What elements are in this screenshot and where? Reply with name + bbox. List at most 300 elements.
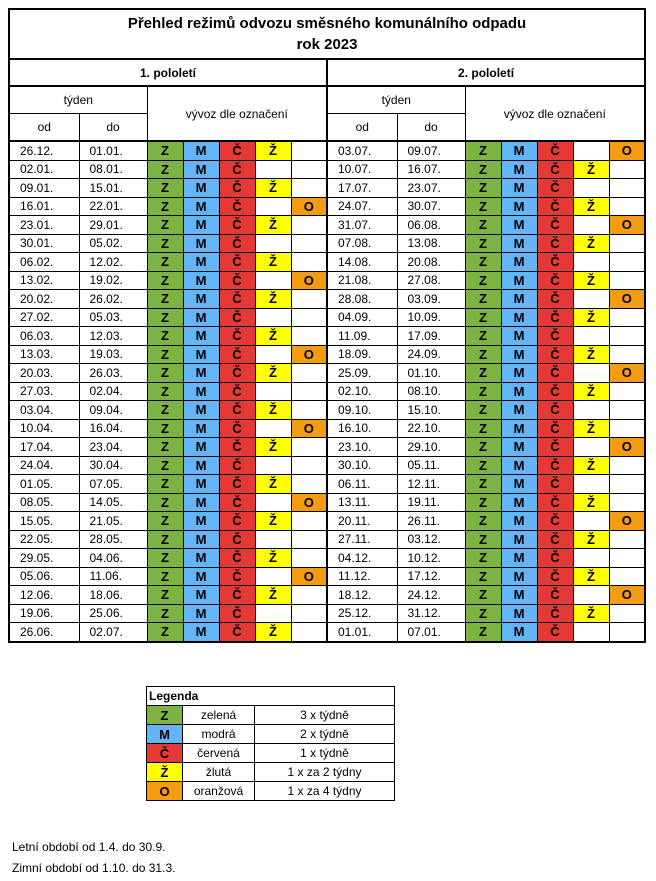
from-header-1: od: [9, 114, 79, 142]
pickup-code-cell: [255, 567, 291, 586]
semester2-header: 2. pololetí: [327, 59, 645, 86]
pickup-code-cell: Č: [219, 327, 255, 346]
week-to-cell: 07.05.: [79, 475, 147, 494]
legend-color-name: modrá: [183, 725, 255, 744]
pickup-code-cell: [255, 271, 291, 290]
pickup-code-cell: Č: [219, 253, 255, 272]
pickup-code-cell: [255, 382, 291, 401]
pickup-code-cell: Z: [465, 567, 501, 586]
pickup-code-cell: Ž: [573, 567, 609, 586]
table-row: [9, 493, 645, 512]
week-to-cell: 15.01.: [79, 179, 147, 198]
week-to-cell: 27.08.: [397, 271, 465, 290]
pickup-code-cell: M: [501, 567, 537, 586]
pickup-code-cell: Z: [465, 623, 501, 642]
pickup-code-cell: Ž: [573, 234, 609, 253]
pickup-code-cell: Č: [219, 197, 255, 216]
pickup-code-cell: [255, 197, 291, 216]
pickup-code-cell: M: [183, 456, 219, 475]
pickup-code-cell: Č: [537, 197, 573, 216]
pickup-code-cell: Č: [537, 345, 573, 364]
legend-row: [147, 744, 395, 763]
pickup-code-cell: Ž: [573, 493, 609, 512]
legend-title: Legenda: [147, 687, 395, 706]
pickup-header-2: vývoz dle označení: [465, 86, 645, 141]
week-from-cell: 18.12.: [327, 586, 397, 605]
pickup-code-cell: [291, 327, 327, 346]
pickup-code-cell: M: [183, 438, 219, 457]
pickup-code-cell: Ž: [255, 586, 291, 605]
pickup-code-cell: O: [609, 216, 645, 235]
pickup-code-cell: [291, 604, 327, 623]
legend-frequency: 1 x za 2 týdny: [255, 763, 395, 782]
pickup-code-cell: Z: [147, 456, 183, 475]
week-from-cell: 15.05.: [9, 512, 79, 531]
pickup-code-cell: Z: [465, 604, 501, 623]
pickup-code-cell: M: [183, 216, 219, 235]
week-from-cell: 20.11.: [327, 512, 397, 531]
pickup-code-cell: Z: [465, 271, 501, 290]
pickup-code-cell: Z: [465, 345, 501, 364]
week-to-cell: 10.12.: [397, 549, 465, 568]
week-from-cell: 02.10.: [327, 382, 397, 401]
pickup-code-cell: [255, 419, 291, 438]
pickup-code-cell: Č: [537, 290, 573, 309]
pickup-code-cell: [609, 345, 645, 364]
table-row: [9, 271, 645, 290]
pickup-code-cell: [609, 179, 645, 198]
legend-code: Ž: [147, 763, 183, 782]
pickup-code-cell: M: [183, 364, 219, 383]
pickup-code-cell: [291, 530, 327, 549]
pickup-code-cell: Č: [537, 438, 573, 457]
pickup-code-cell: Č: [537, 271, 573, 290]
pickup-code-cell: [291, 512, 327, 531]
week-to-cell: 30.07.: [397, 197, 465, 216]
pickup-code-cell: Z: [465, 438, 501, 457]
table-row: [9, 456, 645, 475]
pickup-code-cell: M: [183, 475, 219, 494]
pickup-code-cell: [291, 438, 327, 457]
pickup-code-cell: Č: [219, 345, 255, 364]
pickup-code-cell: M: [501, 234, 537, 253]
from-header-2: od: [327, 114, 397, 142]
week-from-cell: 02.01.: [9, 160, 79, 179]
week-to-cell: 19.02.: [79, 271, 147, 290]
pickup-code-cell: [291, 549, 327, 568]
pickup-code-cell: Z: [465, 216, 501, 235]
week-from-cell: 13.02.: [9, 271, 79, 290]
week-from-cell: 10.07.: [327, 160, 397, 179]
week-from-cell: 16.10.: [327, 419, 397, 438]
pickup-code-cell: Z: [465, 253, 501, 272]
pickup-code-cell: M: [183, 234, 219, 253]
week-from-cell: 06.02.: [9, 253, 79, 272]
pickup-code-cell: Č: [219, 234, 255, 253]
legend: [146, 686, 395, 801]
pickup-code-cell: Z: [147, 530, 183, 549]
pickup-code-cell: M: [501, 419, 537, 438]
week-to-cell: 24.12.: [397, 586, 465, 605]
winter-period-note: Zimní období od 1.10. do 31.3.: [12, 861, 176, 875]
week-from-cell: 16.01.: [9, 197, 79, 216]
week-to-cell: 23.07.: [397, 179, 465, 198]
pickup-code-cell: Z: [147, 179, 183, 198]
pickup-code-cell: Č: [537, 253, 573, 272]
pickup-code-cell: Č: [219, 419, 255, 438]
pickup-code-cell: M: [183, 419, 219, 438]
week-to-cell: 16.04.: [79, 419, 147, 438]
pickup-code-cell: Č: [537, 364, 573, 383]
pickup-code-cell: M: [183, 586, 219, 605]
week-to-cell: 13.08.: [397, 234, 465, 253]
week-from-cell: 24.07.: [327, 197, 397, 216]
pickup-code-cell: M: [501, 549, 537, 568]
week-from-cell: 13.03.: [9, 345, 79, 364]
table-row: [9, 364, 645, 383]
table-row: [9, 586, 645, 605]
week-to-cell: 01.10.: [397, 364, 465, 383]
pickup-code-cell: Z: [465, 197, 501, 216]
week-to-cell: 19.03.: [79, 345, 147, 364]
pickup-code-cell: [291, 382, 327, 401]
pickup-code-cell: Ž: [255, 512, 291, 531]
pickup-code-cell: [609, 234, 645, 253]
week-to-cell: 16.07.: [397, 160, 465, 179]
pickup-code-cell: Z: [147, 586, 183, 605]
pickup-code-cell: [291, 456, 327, 475]
pickup-code-cell: Č: [537, 401, 573, 420]
pickup-code-cell: M: [501, 141, 537, 160]
pickup-code-cell: Č: [219, 216, 255, 235]
pickup-code-cell: M: [501, 290, 537, 309]
week-from-cell: 14.08.: [327, 253, 397, 272]
pickup-code-cell: Z: [465, 530, 501, 549]
week-to-cell: 02.04.: [79, 382, 147, 401]
week-from-cell: 07.08.: [327, 234, 397, 253]
week-from-cell: 12.06.: [9, 586, 79, 605]
pickup-code-cell: M: [501, 253, 537, 272]
pickup-code-cell: Z: [147, 623, 183, 642]
pickup-header-1: vývoz dle označení: [147, 86, 327, 141]
pickup-code-cell: Ž: [255, 475, 291, 494]
week-to-cell: 17.09.: [397, 327, 465, 346]
pickup-code-cell: Z: [147, 475, 183, 494]
page-title: [9, 9, 645, 59]
pickup-code-cell: O: [291, 271, 327, 290]
week-to-cell: 12.03.: [79, 327, 147, 346]
week-header-1: týden: [9, 86, 147, 114]
pickup-code-cell: [255, 456, 291, 475]
week-to-cell: 11.06.: [79, 567, 147, 586]
pickup-code-cell: Č: [219, 290, 255, 309]
pickup-code-cell: [573, 512, 609, 531]
pickup-code-cell: M: [501, 179, 537, 198]
week-to-cell: 01.01.: [79, 141, 147, 160]
pickup-code-cell: Z: [147, 604, 183, 623]
pickup-code-cell: [609, 271, 645, 290]
week-to-cell: 26.11.: [397, 512, 465, 531]
pickup-code-cell: Ž: [573, 308, 609, 327]
pickup-code-cell: [609, 401, 645, 420]
pickup-code-cell: [255, 604, 291, 623]
table-row: [9, 345, 645, 364]
pickup-code-cell: [609, 197, 645, 216]
week-to-cell: 10.09.: [397, 308, 465, 327]
pickup-code-cell: [609, 567, 645, 586]
pickup-code-cell: Ž: [255, 549, 291, 568]
pickup-code-cell: M: [501, 456, 537, 475]
week-to-cell: 21.05.: [79, 512, 147, 531]
pickup-code-cell: Ž: [255, 179, 291, 198]
pickup-code-cell: Č: [537, 475, 573, 494]
pickup-code-cell: M: [183, 160, 219, 179]
pickup-code-cell: Z: [147, 567, 183, 586]
pickup-code-cell: [609, 530, 645, 549]
pickup-code-cell: Č: [219, 586, 255, 605]
week-to-cell: 08.10.: [397, 382, 465, 401]
pickup-code-cell: [609, 493, 645, 512]
week-to-cell: 03.12.: [397, 530, 465, 549]
pickup-code-cell: [291, 216, 327, 235]
table-row: [9, 530, 645, 549]
pickup-code-cell: Č: [219, 456, 255, 475]
table-row: [9, 623, 645, 642]
week-from-cell: 17.04.: [9, 438, 79, 457]
table-row: [9, 160, 645, 179]
week-to-cell: 05.03.: [79, 308, 147, 327]
legend-frequency: 3 x týdně: [255, 706, 395, 725]
pickup-code-cell: M: [183, 345, 219, 364]
legend-code: Z: [147, 706, 183, 725]
pickup-code-cell: Z: [147, 549, 183, 568]
table-row: [9, 604, 645, 623]
pickup-code-cell: Z: [147, 253, 183, 272]
pickup-code-cell: M: [183, 197, 219, 216]
table-row: [9, 197, 645, 216]
pickup-code-cell: O: [291, 197, 327, 216]
table-row: [9, 567, 645, 586]
schedule-table: [8, 8, 646, 643]
pickup-code-cell: Č: [537, 160, 573, 179]
pickup-code-cell: [255, 160, 291, 179]
table-row: [9, 401, 645, 420]
table-row: [9, 512, 645, 531]
week-from-cell: 13.11.: [327, 493, 397, 512]
week-from-cell: 20.02.: [9, 290, 79, 309]
pickup-code-cell: Č: [219, 401, 255, 420]
pickup-code-cell: Z: [147, 327, 183, 346]
pickup-code-cell: Ž: [573, 530, 609, 549]
pickup-code-cell: Ž: [255, 401, 291, 420]
pickup-code-cell: [573, 586, 609, 605]
week-to-cell: 04.06.: [79, 549, 147, 568]
week-from-cell: 27.11.: [327, 530, 397, 549]
pickup-code-cell: Z: [147, 160, 183, 179]
week-from-cell: 17.07.: [327, 179, 397, 198]
week-from-cell: 26.06.: [9, 623, 79, 642]
pickup-code-cell: Ž: [255, 216, 291, 235]
week-from-cell: 23.10.: [327, 438, 397, 457]
week-to-cell: 07.01.: [397, 623, 465, 642]
pickup-code-cell: [573, 438, 609, 457]
pickup-code-cell: Z: [147, 308, 183, 327]
pickup-code-cell: Č: [537, 216, 573, 235]
pickup-code-cell: Č: [219, 623, 255, 642]
week-from-cell: 04.09.: [327, 308, 397, 327]
pickup-code-cell: M: [501, 604, 537, 623]
pickup-code-cell: Č: [219, 271, 255, 290]
pickup-code-cell: Ž: [255, 364, 291, 383]
pickup-code-cell: [573, 141, 609, 160]
pickup-code-cell: Č: [537, 549, 573, 568]
pickup-code-cell: Z: [465, 364, 501, 383]
table-row: [9, 549, 645, 568]
table-row: [9, 438, 645, 457]
pickup-code-cell: Z: [147, 141, 183, 160]
pickup-code-cell: Č: [219, 308, 255, 327]
pickup-code-cell: [291, 308, 327, 327]
legend-color-name: oranžová: [183, 782, 255, 801]
pickup-code-cell: O: [609, 586, 645, 605]
pickup-code-cell: Č: [219, 549, 255, 568]
pickup-code-cell: Č: [537, 604, 573, 623]
pickup-code-cell: [291, 141, 327, 160]
schedule-body: [9, 141, 645, 642]
pickup-code-cell: Z: [465, 290, 501, 309]
pickup-code-cell: [609, 308, 645, 327]
pickup-code-cell: O: [609, 364, 645, 383]
legend-row: [147, 706, 395, 725]
pickup-code-cell: Z: [147, 382, 183, 401]
week-from-cell: 09.01.: [9, 179, 79, 198]
week-to-cell: 26.03.: [79, 364, 147, 383]
week-from-cell: 30.10.: [327, 456, 397, 475]
pickup-code-cell: O: [291, 419, 327, 438]
table-row: [9, 216, 645, 235]
table-row: [9, 253, 645, 272]
week-to-cell: 09.04.: [79, 401, 147, 420]
week-from-cell: 27.03.: [9, 382, 79, 401]
week-from-cell: 03.07.: [327, 141, 397, 160]
pickup-code-cell: Č: [537, 456, 573, 475]
week-from-cell: 06.11.: [327, 475, 397, 494]
pickup-code-cell: O: [609, 438, 645, 457]
pickup-code-cell: Z: [465, 419, 501, 438]
pickup-code-cell: [609, 623, 645, 642]
legend-frequency: 1 x týdně: [255, 744, 395, 763]
pickup-code-cell: [291, 290, 327, 309]
pickup-code-cell: M: [183, 290, 219, 309]
pickup-code-cell: Ž: [573, 419, 609, 438]
pickup-code-cell: M: [183, 623, 219, 642]
to-header-2: do: [397, 114, 465, 142]
pickup-code-cell: M: [183, 512, 219, 531]
pickup-code-cell: [291, 364, 327, 383]
pickup-code-cell: Č: [219, 364, 255, 383]
pickup-code-cell: Č: [537, 382, 573, 401]
week-header-2: týden: [327, 86, 465, 114]
pickup-code-cell: Č: [537, 493, 573, 512]
pickup-code-cell: Z: [147, 419, 183, 438]
pickup-code-cell: [573, 327, 609, 346]
pickup-code-cell: Č: [219, 493, 255, 512]
week-to-cell: 12.02.: [79, 253, 147, 272]
pickup-code-cell: Č: [537, 179, 573, 198]
table-row: [9, 234, 645, 253]
week-to-cell: 05.02.: [79, 234, 147, 253]
pickup-code-cell: Č: [537, 567, 573, 586]
pickup-code-cell: Z: [465, 327, 501, 346]
pickup-code-cell: [573, 179, 609, 198]
pickup-code-cell: M: [501, 364, 537, 383]
week-from-cell: 08.05.: [9, 493, 79, 512]
table-row: [9, 179, 645, 198]
week-to-cell: 15.10.: [397, 401, 465, 420]
week-from-cell: 21.08.: [327, 271, 397, 290]
pickup-code-cell: M: [501, 623, 537, 642]
pickup-code-cell: M: [501, 160, 537, 179]
week-from-cell: 31.07.: [327, 216, 397, 235]
pickup-code-cell: [291, 586, 327, 605]
pickup-code-cell: Č: [537, 419, 573, 438]
pickup-code-cell: [255, 234, 291, 253]
pickup-code-cell: Č: [219, 438, 255, 457]
table-row: [9, 419, 645, 438]
week-to-cell: 26.02.: [79, 290, 147, 309]
week-to-cell: 06.08.: [397, 216, 465, 235]
title-line1: Přehled režimů odvozu směsného komunálního odpadu: [127, 15, 527, 32]
pickup-code-cell: Ž: [573, 604, 609, 623]
pickup-code-cell: [291, 253, 327, 272]
pickup-code-cell: Č: [537, 234, 573, 253]
pickup-code-cell: O: [291, 345, 327, 364]
pickup-code-cell: Ž: [573, 197, 609, 216]
pickup-code-cell: [573, 549, 609, 568]
week-to-cell: 08.01.: [79, 160, 147, 179]
week-from-cell: 19.06.: [9, 604, 79, 623]
legend-color-name: zelená: [183, 706, 255, 725]
pickup-code-cell: [291, 234, 327, 253]
pickup-code-cell: [573, 364, 609, 383]
pickup-code-cell: Z: [465, 456, 501, 475]
pickup-code-cell: M: [183, 604, 219, 623]
pickup-code-cell: [291, 475, 327, 494]
pickup-code-cell: M: [183, 271, 219, 290]
table-row: [9, 475, 645, 494]
pickup-code-cell: Ž: [255, 141, 291, 160]
pickup-code-cell: Z: [465, 493, 501, 512]
pickup-code-cell: [609, 253, 645, 272]
pickup-code-cell: [573, 253, 609, 272]
week-to-cell: 20.08.: [397, 253, 465, 272]
pickup-code-cell: Č: [219, 160, 255, 179]
week-to-cell: 09.07.: [397, 141, 465, 160]
pickup-code-cell: [255, 345, 291, 364]
pickup-code-cell: [609, 475, 645, 494]
pickup-code-cell: M: [501, 438, 537, 457]
legend-code: M: [147, 725, 183, 744]
pickup-code-cell: Ž: [573, 345, 609, 364]
week-to-cell: 02.07.: [79, 623, 147, 642]
semester1-header: 1. pololetí: [9, 59, 327, 86]
week-to-cell: 24.09.: [397, 345, 465, 364]
pickup-code-cell: [291, 623, 327, 642]
week-from-cell: 11.12.: [327, 567, 397, 586]
pickup-code-cell: [291, 179, 327, 198]
week-from-cell: 25.12.: [327, 604, 397, 623]
pickup-code-cell: [609, 549, 645, 568]
